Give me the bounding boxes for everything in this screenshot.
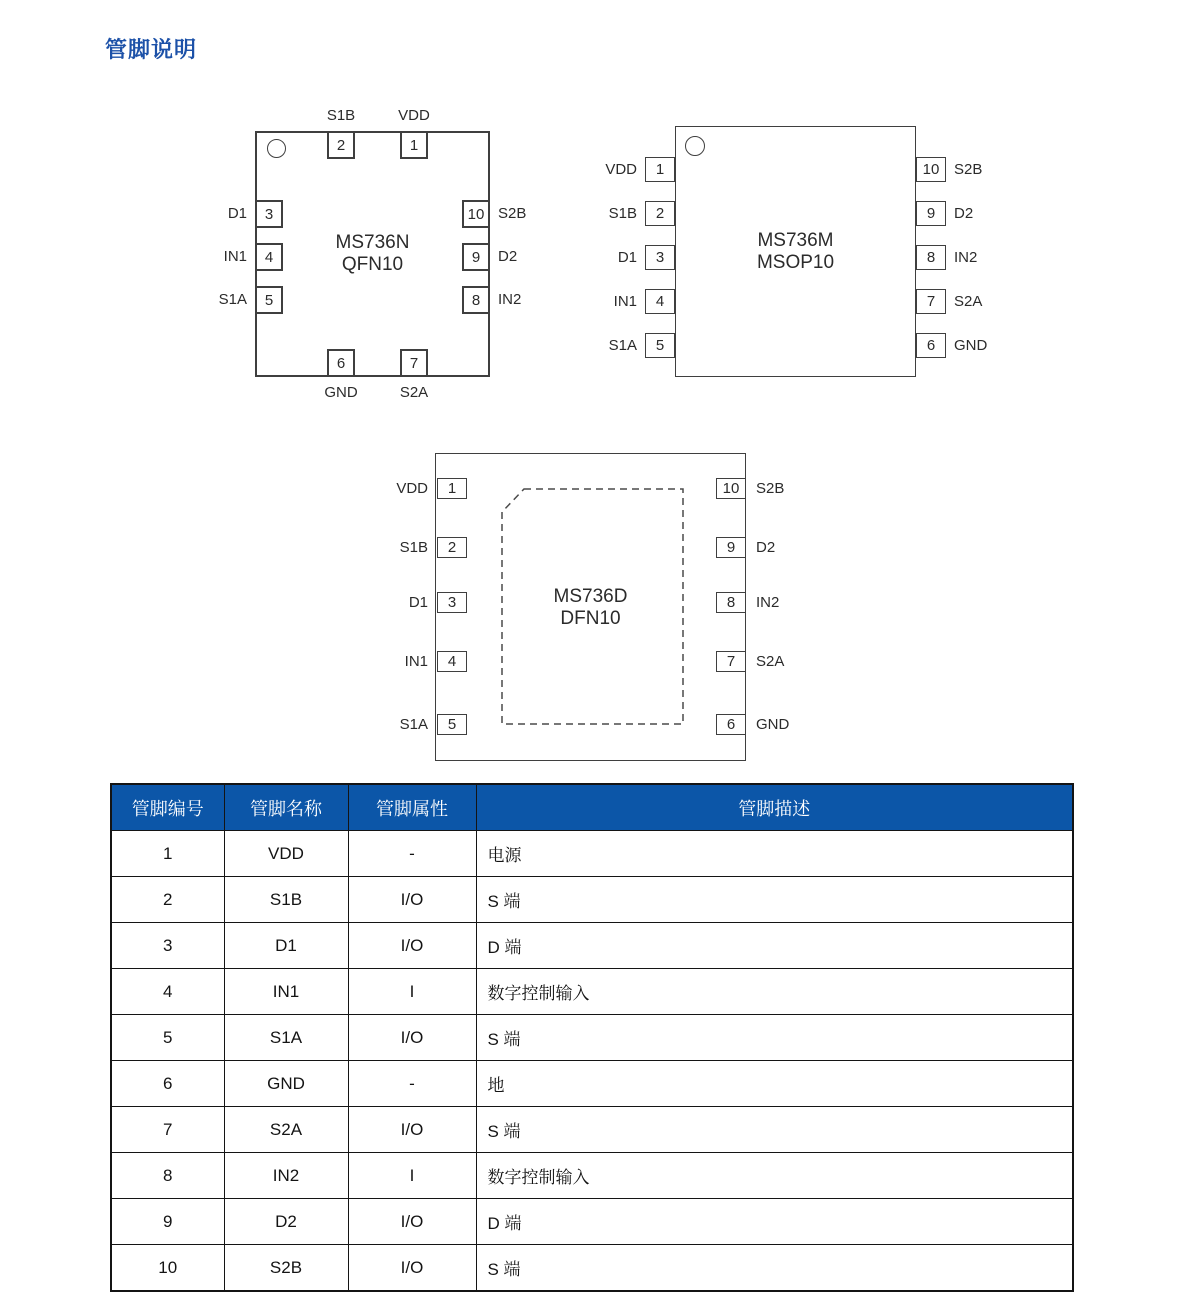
pin-number-box: 5 bbox=[437, 714, 467, 735]
pin-label: IN2 bbox=[954, 249, 978, 266]
qfn-pin1-marker-circle bbox=[267, 139, 286, 158]
pin-label: IN1 bbox=[404, 653, 428, 670]
table-cell: I/O bbox=[348, 877, 476, 923]
table-cell: 3 bbox=[111, 923, 224, 969]
table-row bbox=[111, 1107, 1073, 1153]
pin-label: D1 bbox=[617, 249, 637, 266]
pin-number-box: 10 bbox=[462, 200, 490, 228]
pin-number-box: 8 bbox=[462, 286, 490, 314]
table-cell: 7 bbox=[111, 1107, 224, 1153]
table-row bbox=[111, 1061, 1073, 1107]
table-cell: - bbox=[348, 831, 476, 877]
qfn-chip-package: QFN10 bbox=[341, 254, 404, 275]
pin-number-box: 3 bbox=[645, 245, 675, 270]
pin-number-box: 4 bbox=[437, 651, 467, 672]
table-cell: D1 bbox=[224, 923, 348, 969]
pin-description-cell: S 端 bbox=[476, 1245, 1073, 1292]
table-row bbox=[111, 1199, 1073, 1245]
table-cell: S2A bbox=[224, 1107, 348, 1153]
table-cell: GND bbox=[224, 1061, 348, 1107]
pin-description-cell: S 端 bbox=[476, 877, 1073, 923]
pin-number-box: 10 bbox=[716, 478, 746, 499]
dfn-chip-label bbox=[435, 586, 746, 630]
table-cell: I/O bbox=[348, 1199, 476, 1245]
pin-description-cell: S 端 bbox=[476, 1107, 1073, 1153]
pin-label: S2A bbox=[399, 384, 429, 401]
pin-description-cell: D 端 bbox=[476, 923, 1073, 969]
pin-label: D2 bbox=[498, 248, 518, 265]
table-cell: 8 bbox=[111, 1153, 224, 1199]
pin-number-box: 1 bbox=[437, 478, 467, 499]
table-cell: 1 bbox=[111, 831, 224, 877]
pin-label: VDD bbox=[605, 161, 637, 178]
dfn-chip-name: MS736D bbox=[553, 586, 628, 607]
pin-label: VDD bbox=[398, 107, 430, 124]
table-cell: I/O bbox=[348, 1015, 476, 1061]
pin-label: S1A bbox=[218, 291, 247, 308]
table-row bbox=[111, 1245, 1073, 1292]
table-row bbox=[111, 877, 1073, 923]
pin-number-box: 2 bbox=[645, 201, 675, 226]
pin-description-table bbox=[110, 783, 1074, 1292]
pin-number-box: 7 bbox=[916, 289, 946, 314]
pin-description-table-wrap bbox=[110, 783, 1074, 1292]
pin-number-box: 7 bbox=[400, 349, 428, 377]
pin-number-box: 7 bbox=[716, 651, 746, 672]
table-cell: D2 bbox=[224, 1199, 348, 1245]
table-row bbox=[111, 1153, 1073, 1199]
table-header-row bbox=[111, 784, 1073, 831]
pin-number-box: 1 bbox=[645, 157, 675, 182]
pin-label: GND bbox=[954, 337, 988, 354]
pin-label: D1 bbox=[227, 205, 247, 222]
table-row bbox=[111, 831, 1073, 877]
msop-chip-package: MSOP10 bbox=[756, 252, 835, 273]
qfn-chip-name: MS736N bbox=[335, 232, 410, 253]
pin-label: VDD bbox=[396, 480, 428, 497]
table-row bbox=[111, 969, 1073, 1015]
pin-label: S2B bbox=[756, 480, 785, 497]
msop-pin1-marker-circle bbox=[685, 136, 705, 156]
table-cell: I/O bbox=[348, 923, 476, 969]
pin-label: GND bbox=[324, 384, 358, 401]
pin-number-box: 4 bbox=[255, 243, 283, 271]
pin-label: D1 bbox=[408, 594, 428, 611]
table-cell: 9 bbox=[111, 1199, 224, 1245]
pin-label: IN2 bbox=[756, 594, 780, 611]
pin-label: IN1 bbox=[613, 293, 637, 310]
pin-number-box: 8 bbox=[716, 592, 746, 613]
table-header-cell: 管脚属性 bbox=[348, 784, 476, 831]
pin-label: S1B bbox=[326, 107, 356, 124]
pin-label: IN2 bbox=[498, 291, 522, 308]
pin-number-box: 9 bbox=[916, 201, 946, 226]
dfn-chip-package: DFN10 bbox=[560, 608, 621, 629]
pin-label: D2 bbox=[954, 205, 974, 222]
qfn-chip-label bbox=[255, 232, 490, 276]
pin-label: S1A bbox=[608, 337, 637, 354]
pin-description-cell: D 端 bbox=[476, 1199, 1073, 1245]
table-cell: 2 bbox=[111, 877, 224, 923]
table-row bbox=[111, 923, 1073, 969]
table-cell: I/O bbox=[348, 1107, 476, 1153]
pin-label: S1B bbox=[399, 539, 428, 556]
pin-number-box: 10 bbox=[916, 157, 946, 182]
pin-label: S2A bbox=[954, 293, 983, 310]
table-cell: - bbox=[348, 1061, 476, 1107]
table-cell: 5 bbox=[111, 1015, 224, 1061]
table-cell: 6 bbox=[111, 1061, 224, 1107]
pin-number-box: 8 bbox=[916, 245, 946, 270]
pin-number-box: 6 bbox=[716, 714, 746, 735]
pin-label: S2A bbox=[756, 653, 785, 670]
pin-number-box: 9 bbox=[716, 537, 746, 558]
pin-number-box: 5 bbox=[255, 286, 283, 314]
pin-number-box: 6 bbox=[916, 333, 946, 358]
pin-label: D2 bbox=[756, 539, 776, 556]
table-cell: VDD bbox=[224, 831, 348, 877]
pin-label: S1A bbox=[399, 716, 428, 733]
pin-label: GND bbox=[756, 716, 790, 733]
table-cell: 10 bbox=[111, 1245, 224, 1292]
table-cell: S1A bbox=[224, 1015, 348, 1061]
pin-number-box: 1 bbox=[400, 131, 428, 159]
pin-number-box: 6 bbox=[327, 349, 355, 377]
table-row bbox=[111, 1015, 1073, 1061]
table-cell: I/O bbox=[348, 1245, 476, 1292]
table-cell: IN1 bbox=[224, 969, 348, 1015]
table-cell: S2B bbox=[224, 1245, 348, 1292]
pin-label: S1B bbox=[608, 205, 637, 222]
table-header-cell: 管脚编号 bbox=[111, 784, 224, 831]
pin-label: S2B bbox=[954, 161, 983, 178]
table-cell: I bbox=[348, 969, 476, 1015]
pin-description-cell: 地 bbox=[476, 1061, 1073, 1107]
pin-label: S2B bbox=[498, 205, 527, 222]
pin-description-cell: 数字控制输入 bbox=[476, 1153, 1073, 1199]
pin-number-box: 3 bbox=[437, 592, 467, 613]
table-cell: I bbox=[348, 1153, 476, 1199]
msop-chip-name: MS736M bbox=[757, 230, 834, 251]
table-header-cell: 管脚描述 bbox=[476, 784, 1073, 831]
pin-description-cell: S 端 bbox=[476, 1015, 1073, 1061]
pin-number-box: 3 bbox=[255, 200, 283, 228]
table-cell: S1B bbox=[224, 877, 348, 923]
msop-chip-label bbox=[675, 230, 916, 274]
pin-description-cell: 电源 bbox=[476, 831, 1073, 877]
pin-number-box: 4 bbox=[645, 289, 675, 314]
pin-number-box: 2 bbox=[327, 131, 355, 159]
table-header-cell: 管脚名称 bbox=[224, 784, 348, 831]
pin-label: IN1 bbox=[223, 248, 247, 265]
table-cell: IN2 bbox=[224, 1153, 348, 1199]
pin-number-box: 2 bbox=[437, 537, 467, 558]
pin-description-cell: 数字控制输入 bbox=[476, 969, 1073, 1015]
table-cell: 4 bbox=[111, 969, 224, 1015]
pin-number-box: 9 bbox=[462, 243, 490, 271]
pin-number-box: 5 bbox=[645, 333, 675, 358]
page-title: 管脚说明 bbox=[105, 37, 198, 62]
